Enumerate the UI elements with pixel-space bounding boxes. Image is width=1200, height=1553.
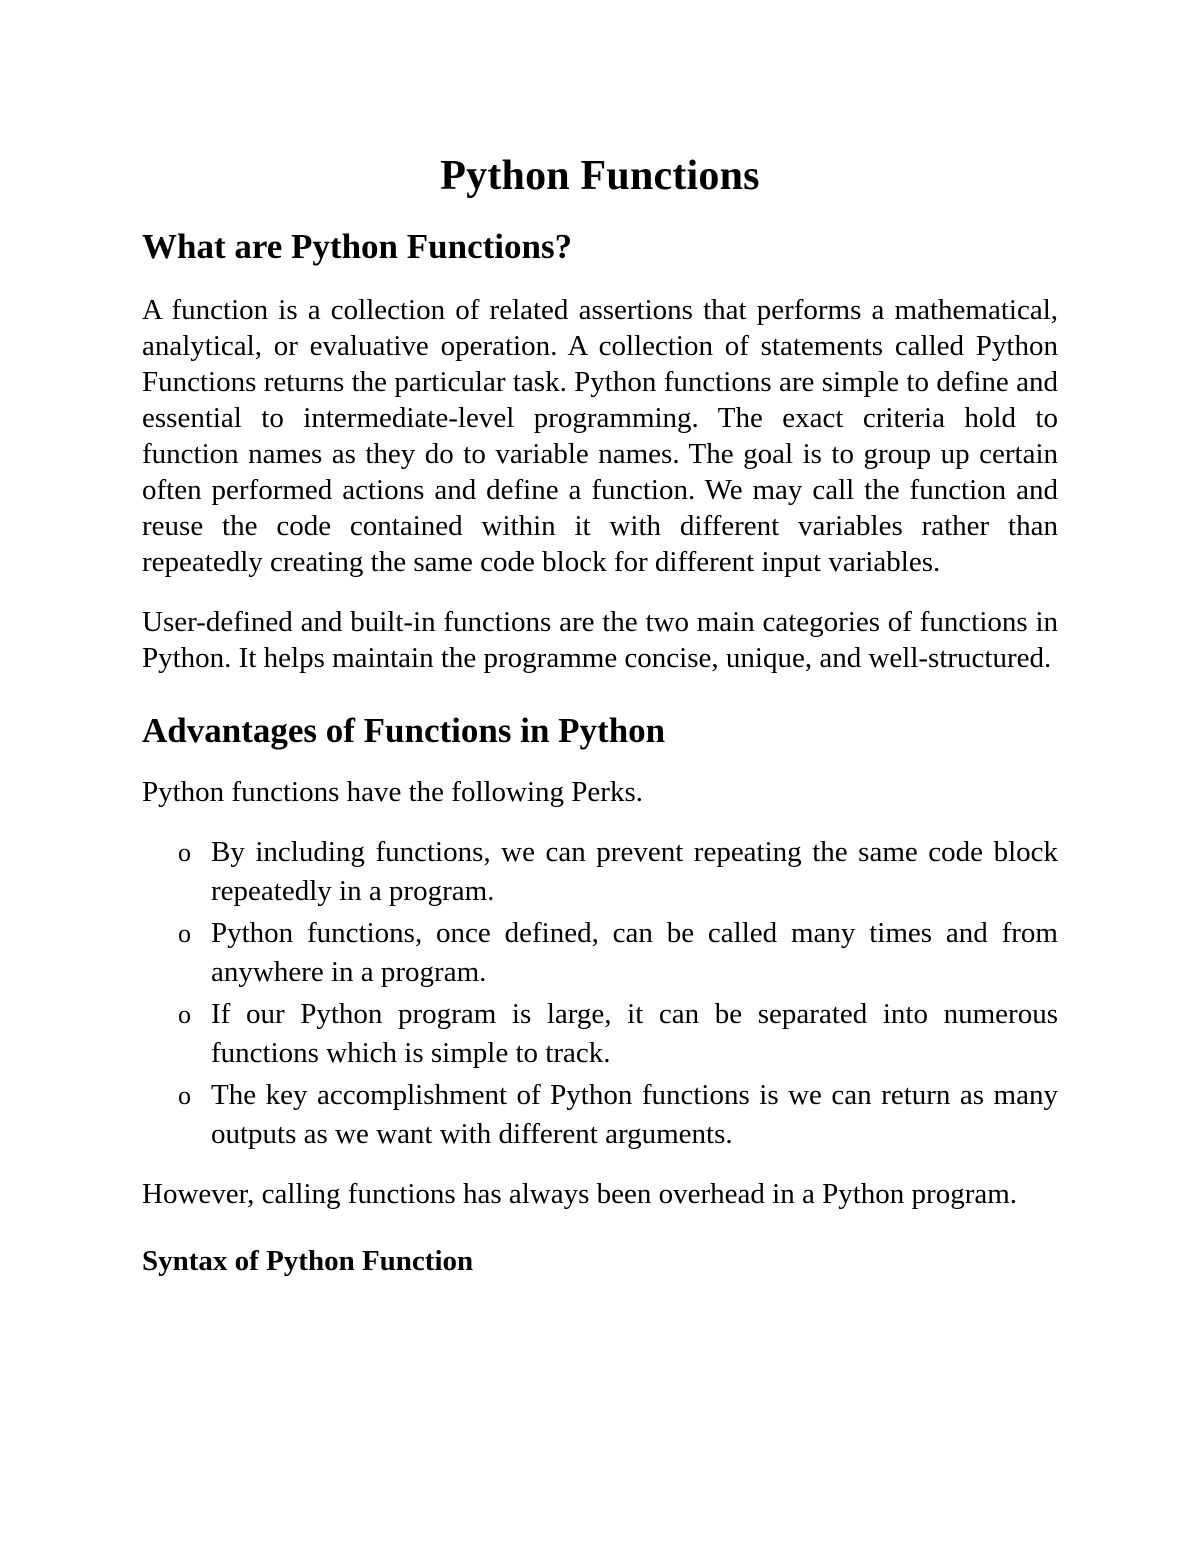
paragraph-definition: A function is a collection of related assertions that performs a mathematical, analytical, or evaluative operation. A collection of statements called Python Functions returns the particular task. Python functions are simple to define and essential to intermediate-level programming. The exact criteria hold to function names as they do to variable names. The goal is to group up certain often performed actions and define a function. We may call the function and reuse the code contained within it with different variables rather than repeatedly creating the same code block for different input variables.: [142, 294, 1058, 578]
list-item: [142, 1076, 1058, 1154]
document-body: [142, 148, 1058, 1280]
section-heading-what-are-functions: What are Python Functions?: [142, 227, 573, 266]
paragraph-categories: User-defined and built-in functions are the two main categories of functions in Python. It helps maintain the programme concise, unique, and well-structured.: [142, 606, 1058, 674]
list-item-text: The key accomplishment of Python functions is we can return as many outputs as we want with different arguments.: [211, 1079, 1058, 1150]
section-heading-advantages: Advantages of Functions in Python: [142, 711, 666, 750]
bullet-circle-icon: o: [178, 919, 191, 948]
list-item-text: If our Python program is large, it can be separated into numerous functions which is simple to track.: [211, 998, 1058, 1069]
list-item-text: By including functions, we can prevent repeating the same code block repeatedly in a program.: [211, 836, 1058, 907]
bullet-circle-icon: o: [178, 838, 191, 867]
paragraph-overhead-note: However, calling functions has always been overhead in a Python program.: [142, 1178, 1018, 1210]
document-title: Python Functions: [440, 153, 760, 199]
paragraph-perks-intro: Python functions have the following Perks.: [142, 776, 644, 808]
list-item: [142, 833, 1058, 911]
list-item: [142, 995, 1058, 1073]
bullet-circle-icon: o: [178, 1081, 191, 1110]
advantages-list: [142, 833, 1058, 1154]
section-heading-syntax: Syntax of Python Function: [142, 1245, 474, 1277]
bullet-circle-icon: o: [178, 1000, 191, 1029]
list-item: [142, 914, 1058, 992]
list-item-text: Python functions, once defined, can be called many times and from anywhere in a program.: [211, 917, 1058, 988]
